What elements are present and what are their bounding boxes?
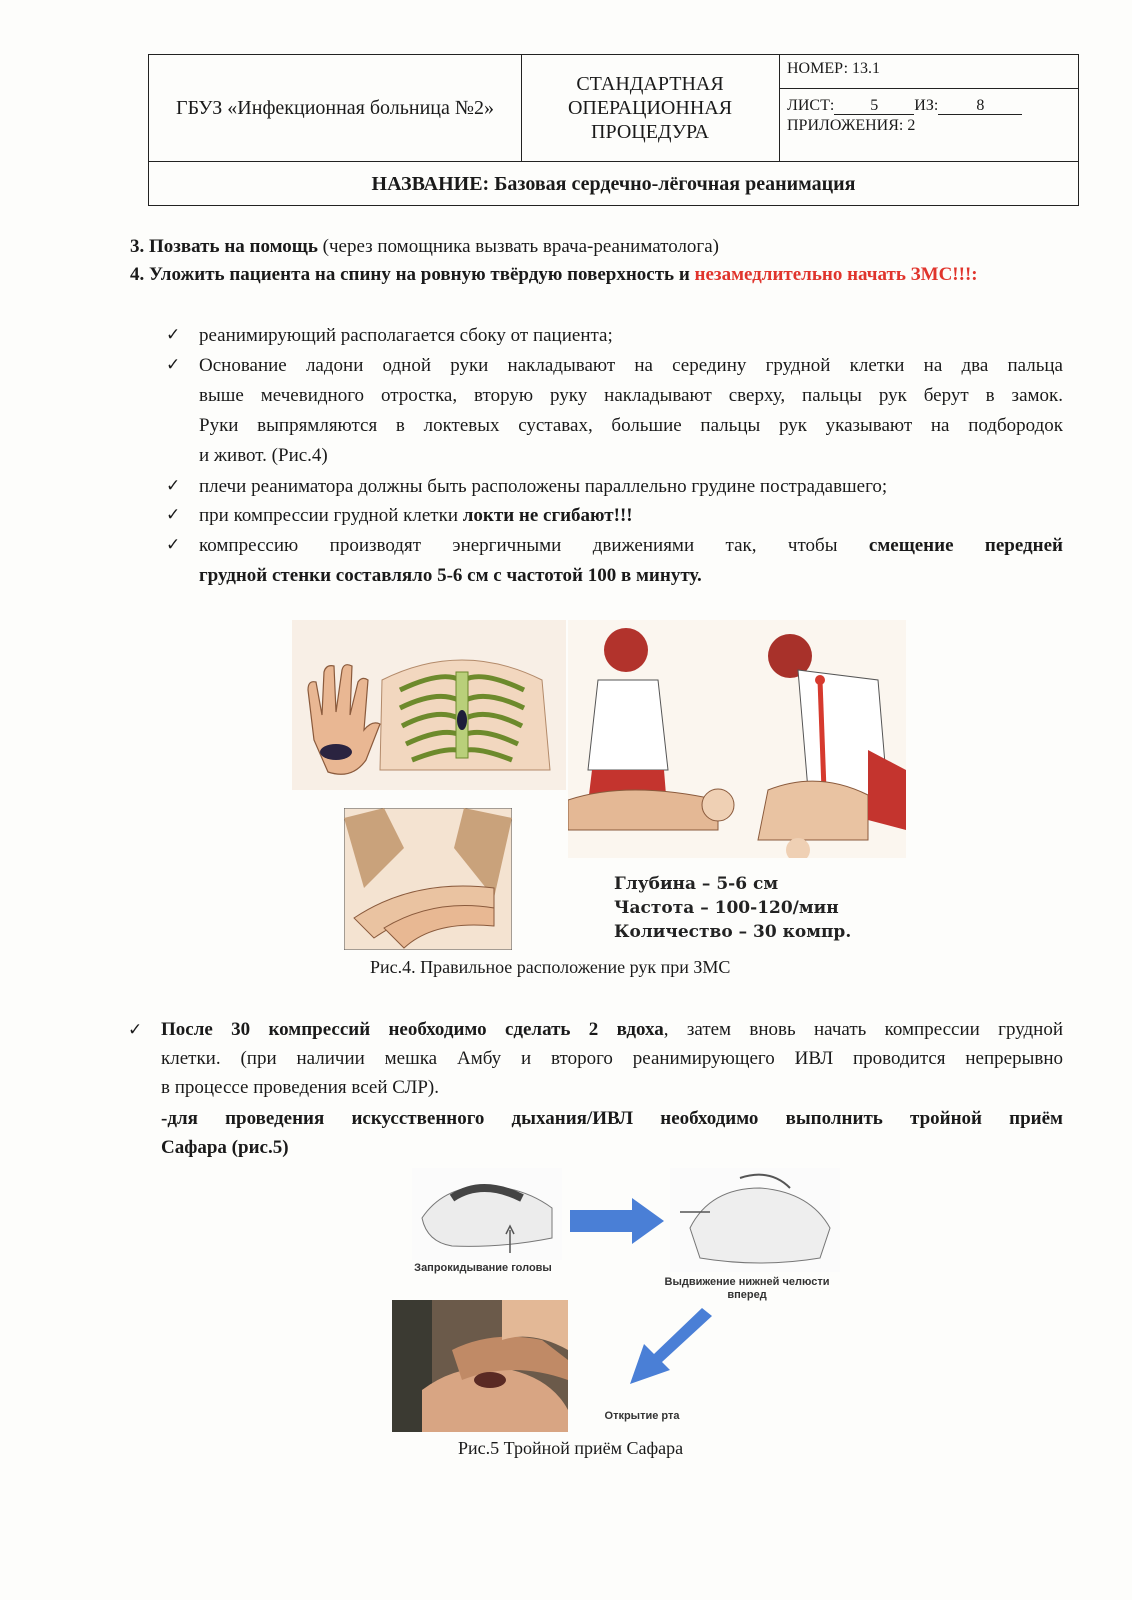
rescuer-illustration bbox=[568, 620, 906, 858]
bullet-elbows-text: при компрессии грудной клетки bbox=[199, 505, 463, 526]
checkmark-icon: ✓ bbox=[166, 535, 181, 555]
doc-type-line: ПРОЦЕДУРА bbox=[591, 121, 709, 143]
organization-name: ГБУЗ «Инфекционная больница №2» bbox=[176, 96, 494, 119]
label-head-tilt: Запрокидывание головы bbox=[414, 1262, 552, 1274]
breathing-line bbox=[161, 1015, 1063, 1044]
bullet-elbows bbox=[199, 501, 633, 530]
step-4-title: 4. Уложить пациента на спину на ровную твёрдую поверхность и bbox=[130, 264, 695, 285]
fig4-depth: Глубина – 5-6 см bbox=[614, 874, 779, 894]
arrow-right-icon bbox=[570, 1196, 666, 1246]
fig4-count: Количество – 30 компр. bbox=[614, 922, 852, 942]
document-title: НАЗВАНИЕ: Базовая сердечно-лёгочная реанимация bbox=[371, 172, 856, 195]
mouth-opening-photo bbox=[392, 1300, 568, 1432]
document-type bbox=[521, 55, 779, 161]
safar-instruction: -для проведения искусственного дыхания/ИВЛ необходимо выполнить тройной приём bbox=[161, 1108, 1063, 1129]
header-divider bbox=[779, 88, 1078, 89]
checkmark-icon: ✓ bbox=[166, 325, 181, 345]
checkmark-icon: ✓ bbox=[166, 505, 181, 525]
figure-4 bbox=[292, 620, 906, 950]
fig4-caption: Рис.4. Правильное расположение рук при ЗМС bbox=[370, 957, 731, 977]
arrow-down-left-icon bbox=[626, 1308, 718, 1388]
bullet-hands-line: Руки выпрямляются в локтевых суставах, большие пальцы рук указывают на подбородок bbox=[199, 415, 1063, 436]
sheet-value: 5 bbox=[834, 98, 914, 115]
fig5-caption: Рис.5 Тройной приём Сафара bbox=[458, 1438, 684, 1458]
breathing-line: в процессе проведения всей СЛР). bbox=[161, 1077, 439, 1098]
of-label: ИЗ: bbox=[914, 97, 939, 114]
bullet-hands-line: Основание ладони одной руки накладывают на середину грудной клетки на два пальца bbox=[199, 355, 1063, 376]
bullet-compression bbox=[199, 531, 1063, 560]
sheet-info bbox=[787, 96, 1022, 136]
bullet-elbows-emphasis: локти не сгибают!!! bbox=[462, 505, 633, 526]
header-table bbox=[148, 54, 1079, 206]
bullet-compression-emphasis: грудной стенки составляло 5-6 см с частотой 100 в минуту. bbox=[199, 565, 702, 586]
attachments-count: ПРИЛОЖЕНИЯ: 2 bbox=[787, 117, 916, 134]
step-3-text: (через помощника вызвать врача-реаниматолога) bbox=[317, 236, 719, 257]
step-3 bbox=[130, 232, 1080, 261]
checkmark-icon: ✓ bbox=[166, 476, 181, 496]
breathing-line: клетки. (при наличии мешка Амбу и второго реанимирующего ИВЛ проводится непрерывно bbox=[161, 1048, 1063, 1069]
head-tilt-illustration bbox=[412, 1168, 562, 1260]
checkmark-icon: ✓ bbox=[166, 355, 181, 375]
label-jaw-thrust: Выдвижение нижней челюсти вперед bbox=[664, 1276, 830, 1301]
bullet-shoulders: плечи реаниматора должны быть расположены параллельно грудине пострадавшего; bbox=[199, 476, 888, 497]
bullet-hands-line: выше мечевидного отростка, вторую руку накладывают сверху, пальцы рук берут в замок. bbox=[199, 385, 1063, 406]
doc-type-line: ОПЕРАЦИОННАЯ bbox=[567, 97, 733, 119]
header-divider bbox=[779, 55, 780, 161]
fig4-rate: Частота – 100-120/мин bbox=[614, 898, 839, 918]
doc-type-line: СТАНДАРТНАЯ bbox=[576, 73, 724, 95]
sheet-label: ЛИСТ: bbox=[787, 97, 835, 114]
document-number: НОМЕР: 13.1 bbox=[787, 60, 881, 77]
bullet-compression-text: компрессию производят энергичными движениями так, чтобы bbox=[199, 535, 869, 556]
breathing-text: , затем вновь начать компрессии грудной bbox=[663, 1019, 1063, 1040]
bullet-hands-line: и живот. (Рис.4) bbox=[199, 445, 328, 466]
bullet-position: реанимирующий располагается сбоку от пациента; bbox=[199, 325, 613, 346]
bullet-compression-emphasis: смещение передней bbox=[868, 535, 1063, 556]
breathing-emphasis: После 30 компрессий необходимо сделать 2 вдоха bbox=[161, 1019, 664, 1040]
safar-instruction: Сафара (рис.5) bbox=[161, 1137, 289, 1158]
hands-on-chest-illustration bbox=[344, 808, 512, 950]
checkmark-icon: ✓ bbox=[128, 1020, 143, 1040]
step-4 bbox=[130, 260, 1070, 289]
step-4-urgent: незамедлительно начать ЗМС!!!: bbox=[694, 264, 978, 285]
of-value: 8 bbox=[938, 98, 1022, 115]
ribcage-illustration bbox=[292, 620, 566, 790]
label-mouth-opening: Открытие рта bbox=[604, 1410, 680, 1422]
jaw-thrust-illustration bbox=[670, 1168, 840, 1272]
step-3-title: 3. Позвать на помощь bbox=[130, 236, 318, 257]
